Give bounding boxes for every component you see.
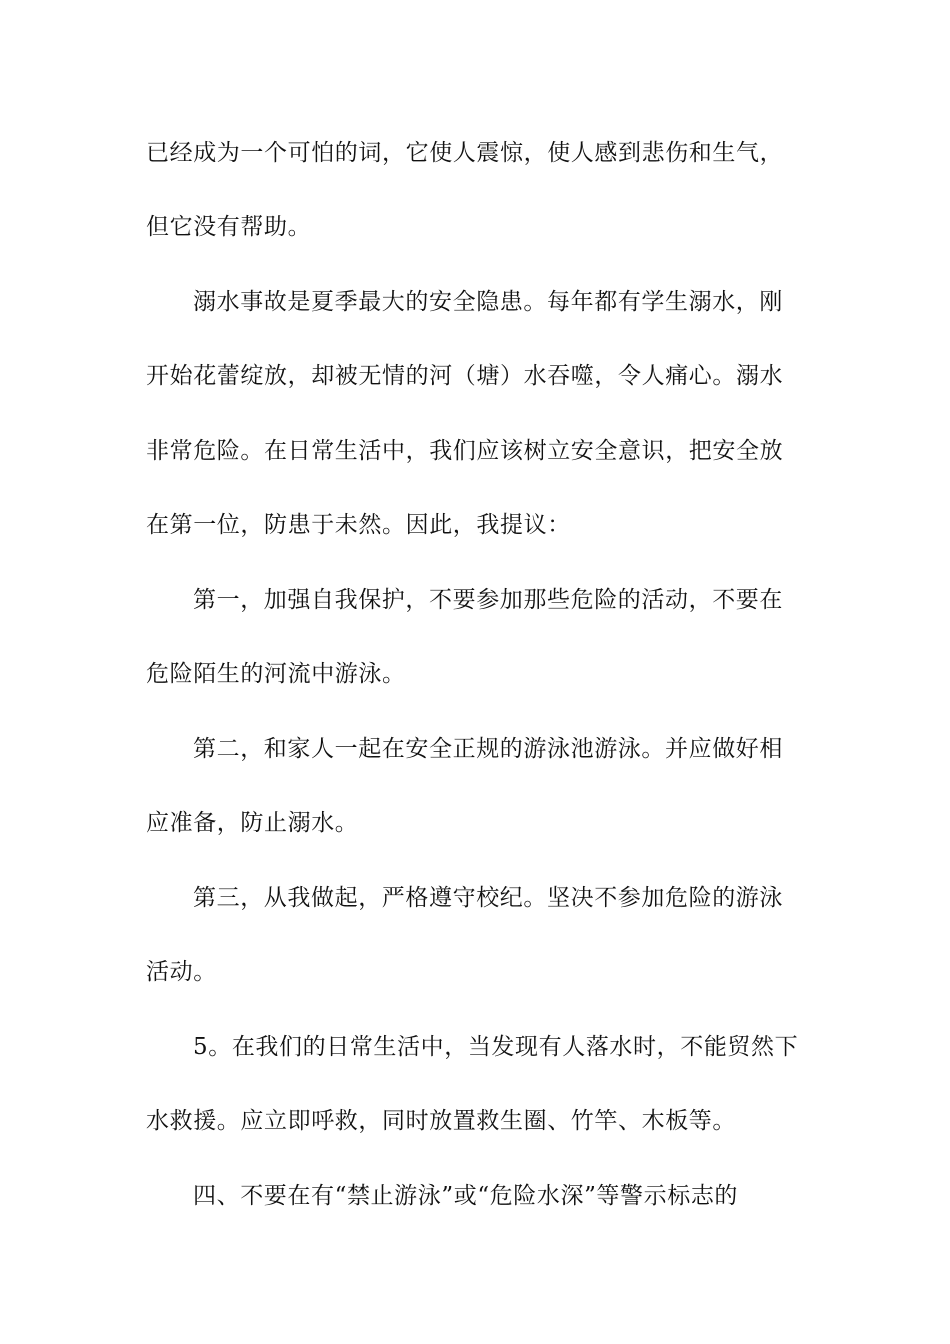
text-line: 但它没有帮助。 bbox=[146, 214, 312, 240]
text-line: 水救援。应立即呼救，同时放置救生圈、竹竿、木板等。 bbox=[146, 1108, 736, 1134]
text-line: 活动。 bbox=[146, 959, 217, 985]
paragraph-start-line: 第二，和家人一起在安全正规的游泳池游泳。并应做好相 bbox=[193, 736, 783, 762]
paragraph-start-line: 溺水事故是夏季最大的安全隐患。每年都有学生溺水，刚 bbox=[193, 289, 783, 315]
text-line: 应准备，防止溺水。 bbox=[146, 810, 359, 836]
paragraph-start-line: 四、不要在有“禁止游泳”或“危险水深”等警示标志的 bbox=[193, 1183, 739, 1209]
text-line: 开始花蕾绽放，却被无情的河（塘）水吞噬，令人痛心。溺水 bbox=[146, 363, 784, 389]
paragraph-start-line: 第一，加强自我保护，不要参加那些危险的活动，不要在 bbox=[193, 587, 783, 613]
text-line: 危险陌生的河流中游泳。 bbox=[146, 661, 406, 687]
text-line: 在第一位，防患于未然。因此，我提议： bbox=[146, 512, 571, 538]
text-line: 已经成为一个可怕的词，它使人震惊，使人感到悲伤和生气， bbox=[146, 140, 784, 166]
paragraph-start-line: 5。在我们的日常生活中，当发现有人落水时，不能贸然下 bbox=[193, 1034, 799, 1060]
paragraph-start-line: 第三，从我做起，严格遵守校纪。坚决不参加危险的游泳 bbox=[193, 885, 783, 911]
text-line: 非常危险。在日常生活中，我们应该树立安全意识，把安全放 bbox=[146, 438, 784, 464]
